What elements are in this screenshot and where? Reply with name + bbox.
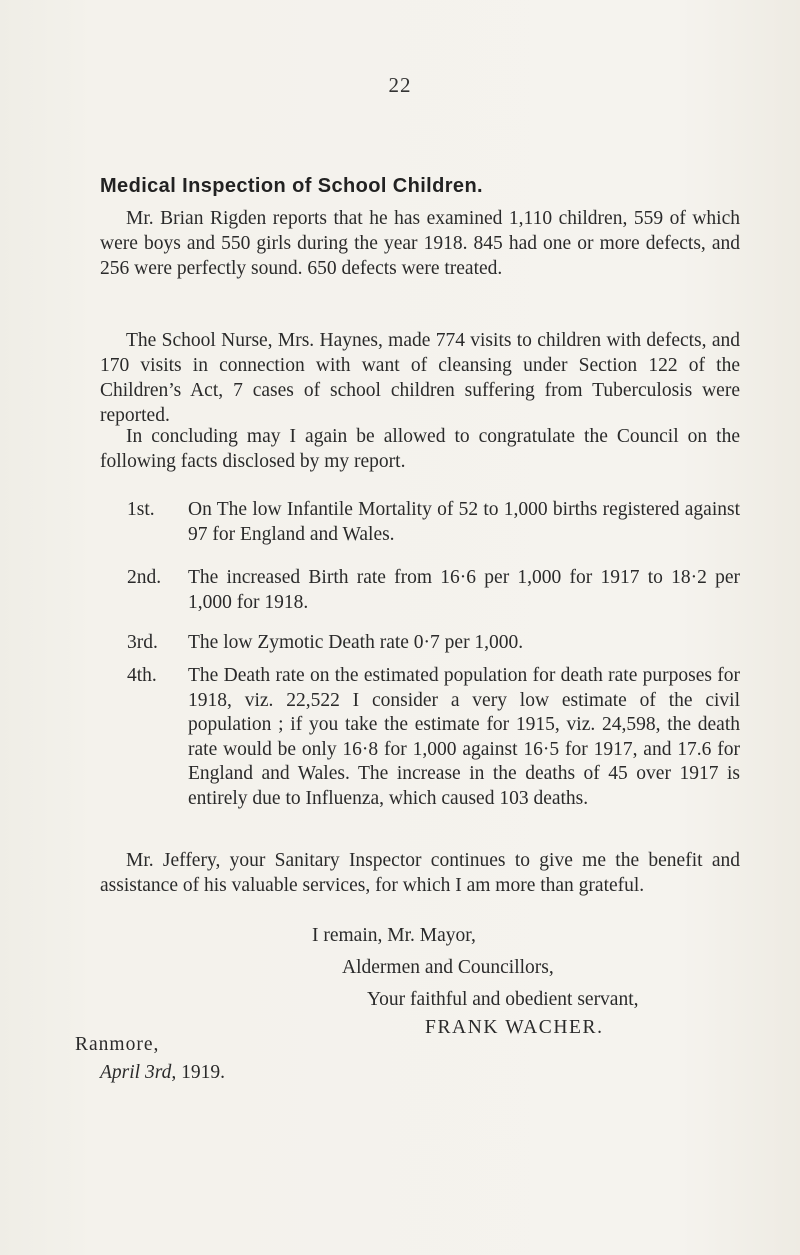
letter-date bbox=[100, 1062, 225, 1084]
list-item-ordinal: 3rd. bbox=[127, 632, 158, 653]
paragraph-sanitary-inspector: Mr. Jeffery, your Sanitary Inspector continues to give me the benefit and assistance of his valuable services, for which I am more than grateful. bbox=[100, 850, 740, 896]
list-item bbox=[127, 565, 740, 615]
signature: FRANK WACHER. bbox=[425, 1017, 604, 1038]
paragraph-school-inspection: Mr. Brian Rigden reports that he has examined 1,110 children, 559 of which were boys and 550 girls during the year 1918. 845 had one or more defects, and 256 were perfectly sound. 650 defects were treated. bbox=[100, 208, 740, 279]
list-item bbox=[127, 497, 740, 547]
paragraph-school-nurse: The School Nurse, Mrs. Haynes, made 774 visits to children with defects, and 170 visits in connection with want of cleansing under Section 122 of the Children’s Act, 7 cases of school children suffering from Tuberculosis were reported. bbox=[100, 330, 740, 426]
list-item-ordinal: 4th. bbox=[127, 665, 157, 686]
letter-date-day: April 3rd, bbox=[100, 1062, 177, 1083]
closing-line-remain: I remain, Mr. Mayor, bbox=[312, 925, 476, 946]
paragraph-concluding: In concluding may I again be allowed to congratulate the Council on the following facts disclosed by my report. bbox=[100, 426, 740, 472]
list-item bbox=[127, 664, 740, 812]
list-item-ordinal: 1st. bbox=[127, 499, 155, 520]
facts-list bbox=[127, 497, 740, 812]
page-number: 22 bbox=[388, 73, 412, 97]
list-item-text: On The low Infantile Mortality of 52 to 1,000 births registered against 97 for England and Wales. bbox=[188, 499, 740, 545]
section-heading: Medical Inspection of School Children. bbox=[100, 175, 484, 197]
list-item bbox=[127, 630, 740, 655]
list-item-text: The low Zymotic Death rate 0·7 per 1,000. bbox=[188, 632, 524, 653]
list-item-text: The increased Birth rate from 16·6 per 1,000 for 1917 to 18·2 per 1,000 for 1918. bbox=[188, 567, 740, 613]
list-item-text: The Death rate on the estimated population for death rate purposes for 1918, viz. 22,522 I consider a very low estimate of the civil population ; if you take the estimate for 1915, viz. 24,598, the death rate would be only 16·8 for 1,000 against 16·5 for 1917, and 17.6 for England and Wales. The increase in the deaths of 45 over 1917 is entirely due to Influenza, which caused 103 deaths. bbox=[188, 665, 740, 809]
letter-date-year: 1919. bbox=[181, 1062, 225, 1083]
closing-line-aldermen: Aldermen and Councillors, bbox=[342, 957, 554, 978]
sender-place: Ranmore, bbox=[75, 1034, 160, 1055]
closing-line-servant: Your faithful and obedient servant, bbox=[367, 989, 639, 1010]
list-item-ordinal: 2nd. bbox=[127, 567, 162, 588]
